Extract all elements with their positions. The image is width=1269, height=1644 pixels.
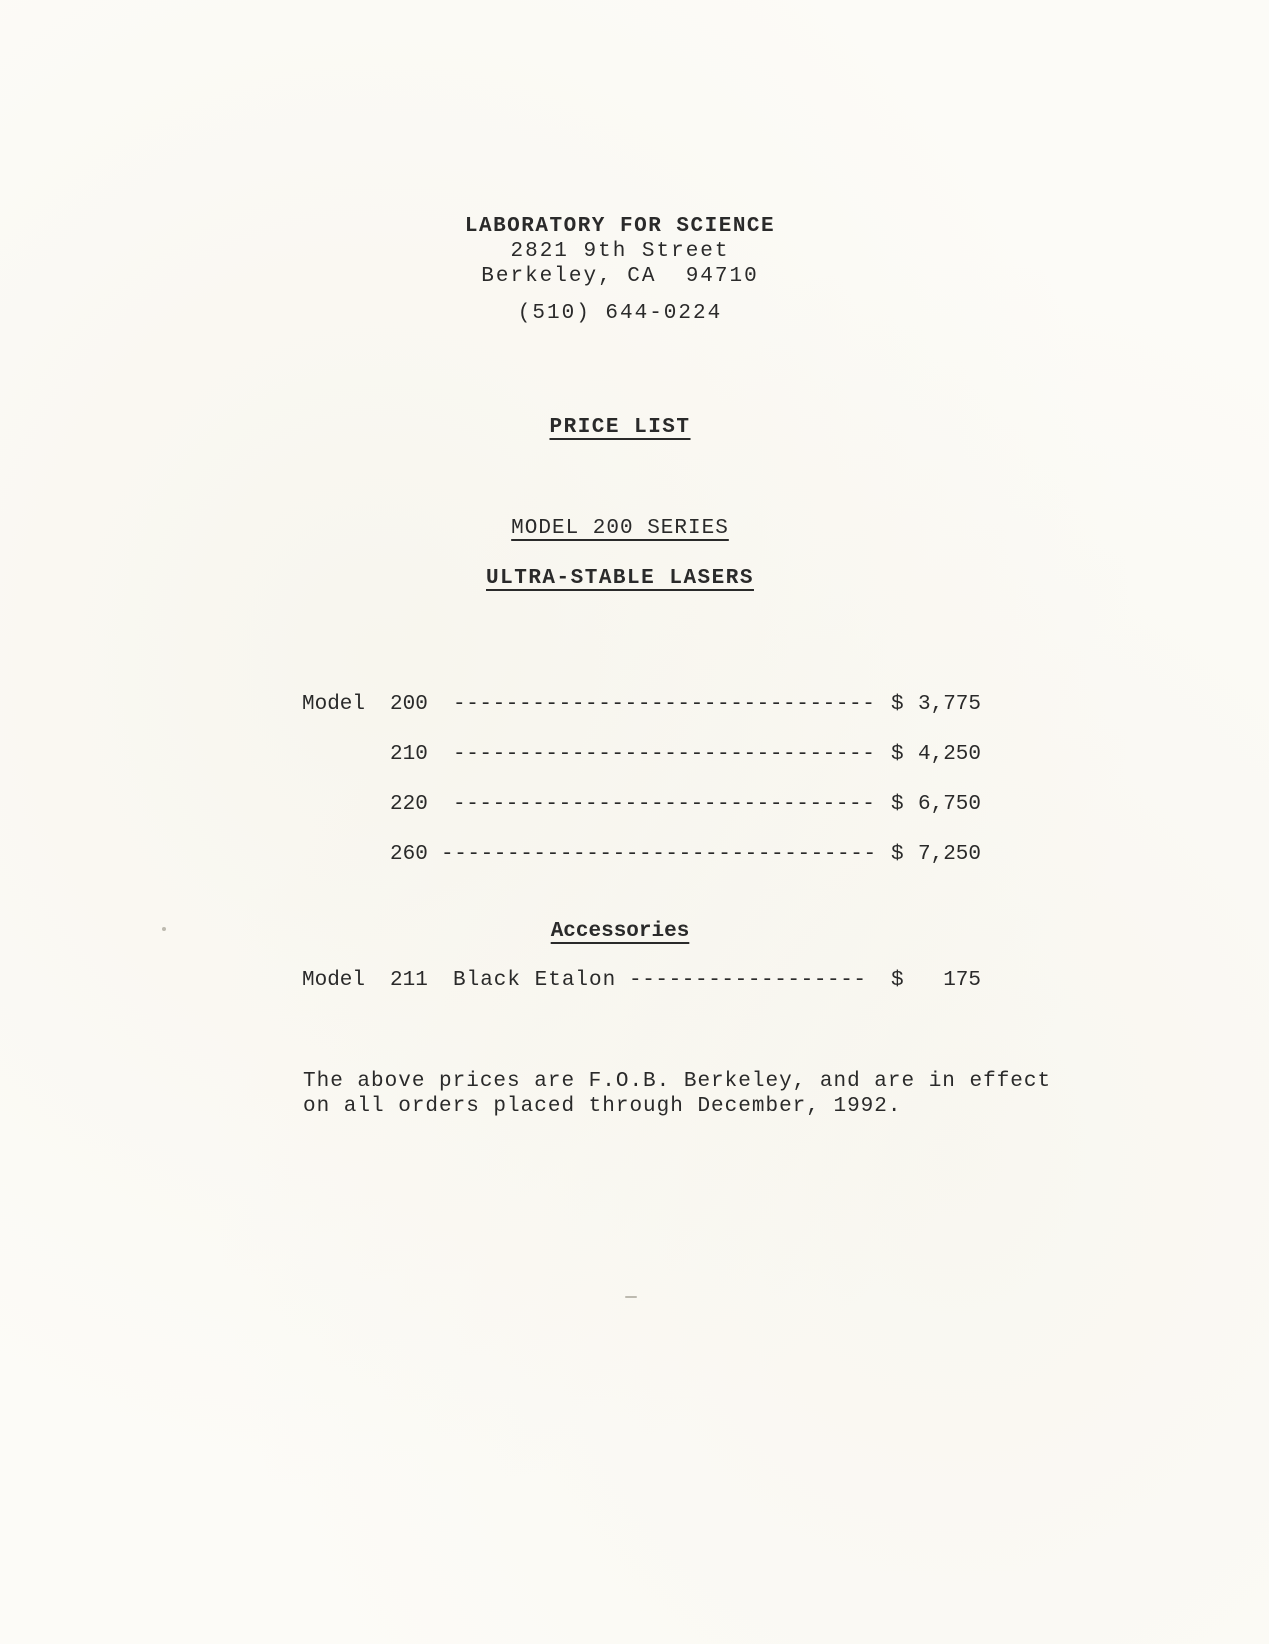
model-price: 6,750 [917,793,981,816]
price-row [0,843,1269,873]
model-prefix: Model [302,693,366,716]
currency-symbol: $ [891,743,904,766]
series-heading: MODEL 200 SERIES [511,517,729,540]
model-number: 220 [390,793,428,816]
model-price: 4,250 [917,743,981,766]
accessories-heading: Accessories [550,920,690,943]
accessory-price: 175 [943,969,981,992]
product-heading: ULTRA-STABLE LASERS [486,567,754,590]
leader-dashes: --------------------------------- [441,843,877,866]
page-title: PRICE LIST [549,416,691,439]
leader-dashes: -------------------------------- [453,793,876,816]
leader-dashes: -------------------------------- [453,693,876,716]
currency-symbol: $ [891,843,904,866]
model-price: 3,775 [917,693,981,716]
currency-symbol: $ [891,969,904,992]
model-number: 211 [390,969,428,992]
currency-symbol: $ [891,793,904,816]
leader-dashes: ------------------ [629,969,867,992]
model-number: 200 [390,693,428,716]
price-row [0,743,1269,773]
paper-speck [625,1296,637,1298]
street-address: 2821 9th Street [510,240,730,263]
accessory-row [0,969,1269,999]
pricing-note-line: The above prices are F.O.B. Berkeley, and are in effect [303,1070,1052,1093]
pricing-note-line: on all orders placed through December, 1992. [303,1095,902,1118]
model-price: 7,250 [917,843,981,866]
price-row [0,793,1269,823]
price-row [0,693,1269,723]
model-number: 210 [390,743,428,766]
model-prefix: Model [302,969,366,992]
paper-speck [162,927,166,931]
phone-number: (510) 644-0224 [517,302,723,325]
currency-symbol: $ [891,693,904,716]
org-name: LABORATORY FOR SCIENCE [464,215,776,238]
model-number: 260 [390,843,428,866]
leader-dashes: -------------------------------- [453,743,876,766]
city-address: Berkeley, CA 94710 [481,265,759,288]
accessory-description: Black Etalon [453,969,617,992]
